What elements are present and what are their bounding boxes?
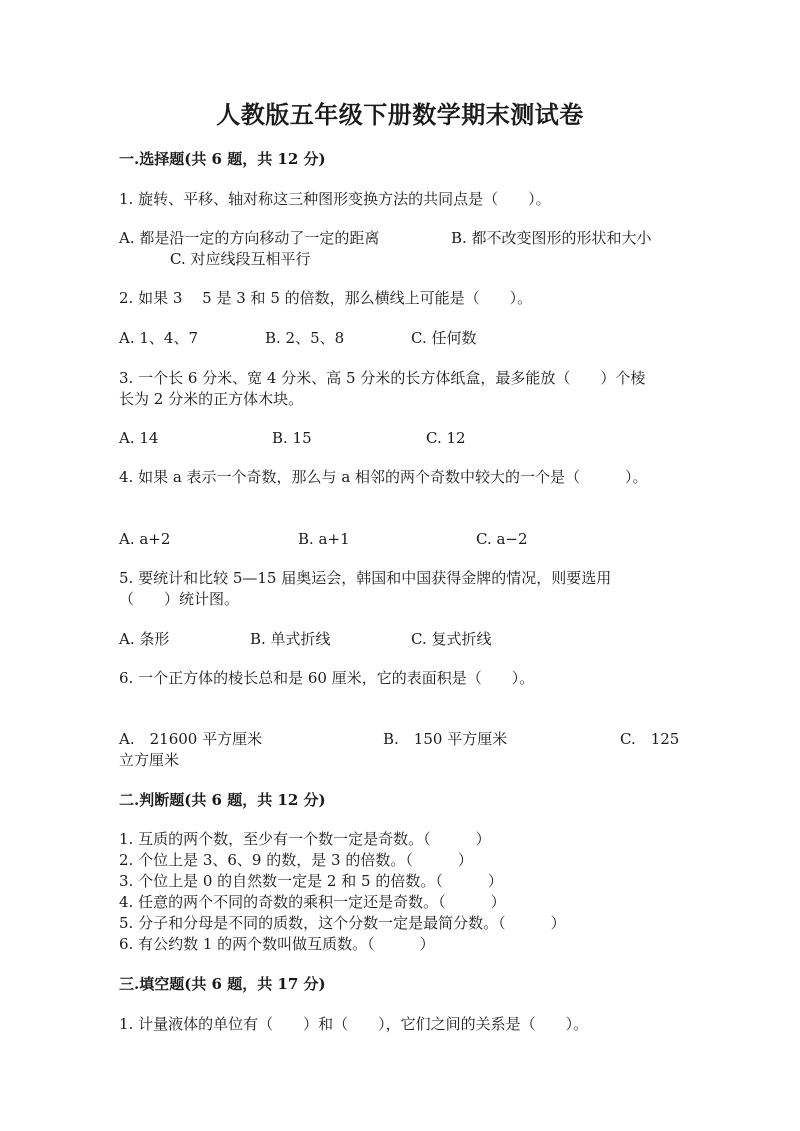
section-heading-choice: 一.选择题(共 6 题，共 12 分) bbox=[119, 150, 326, 168]
question-stem: 4. 如果 a 表示一个奇数，那么与 a 相邻的两个奇数中较大的一个是（ ）。 bbox=[119, 468, 648, 486]
question-stem: 1. 旋转、平移、轴对称这三种图形变换方法的共同点是（ ）。 bbox=[119, 190, 551, 208]
option-c: C. a−2 bbox=[476, 530, 528, 548]
option-a: A. 都是沿一定的方向移动了一定的距离 bbox=[119, 229, 380, 247]
judge-item: 6. 有公约数 1 的两个数叫做互质数。（ ） bbox=[119, 935, 435, 953]
judge-item: 1. 互质的两个数，至少有一个数一定是奇数。（ ） bbox=[119, 830, 491, 848]
fill-item: 1. 计量液体的单位有（ ）和（ ），它们之间的关系是（ ）。 bbox=[119, 1015, 589, 1033]
option-b: B. a+1 bbox=[298, 530, 350, 548]
question-stem: 3. 一个长 6 分米、宽 4 分米、高 5 分米的长方体纸盒，最多能放（ ）个棱 bbox=[119, 369, 646, 387]
option-c: C. 任何数 bbox=[411, 329, 477, 347]
option-a: A. a+2 bbox=[119, 530, 171, 548]
question-stem: 6. 一个正方体的棱长总和是 60 厘米，它的表面积是（ ）。 bbox=[119, 669, 535, 687]
judge-item: 3. 个位上是 0 的自然数一定是 2 和 5 的倍数。（ ） bbox=[119, 872, 503, 890]
option-a: A. 14 bbox=[119, 429, 159, 447]
option-c: C. 对应线段互相平行 bbox=[170, 250, 311, 268]
judge-item: 4. 任意的两个不同的奇数的乘积一定还是奇数。（ ） bbox=[119, 893, 506, 911]
option-b: B. 15 bbox=[272, 429, 312, 447]
option-b: B. 都不改变图形的形状和大小 bbox=[451, 229, 652, 247]
question-stem-continuation: 长为 2 分米的正方体木块。 bbox=[119, 390, 304, 408]
section-heading-judge: 二.判断题(共 6 题，共 12 分) bbox=[119, 791, 326, 809]
exam-title: 人教版五年级下册数学期末测试卷 bbox=[216, 100, 584, 129]
option-c: C. 125 bbox=[620, 730, 680, 748]
question-stem: 2. 如果 3 5 是 3 和 5 的倍数，那么横线上可能是（ ）。 bbox=[119, 289, 533, 307]
question-stem-continuation: （ ）统计图。 bbox=[119, 590, 240, 608]
option-b: B. 单式折线 bbox=[250, 630, 331, 648]
section-heading-fill: 三.填空题(共 6 题，共 17 分) bbox=[119, 975, 326, 993]
judge-item: 2. 个位上是 3、6、9 的数，是 3 的倍数。（ ） bbox=[119, 851, 473, 869]
option-b: B. 2、5、8 bbox=[265, 329, 345, 347]
option-c: C. 复式折线 bbox=[411, 630, 492, 648]
option-a: A. 21600 平方厘米 bbox=[119, 730, 263, 748]
question-stem: 5. 要统计和比较 5—15 届奥运会，韩国和中国获得金牌的情况，则要选用 bbox=[119, 569, 612, 587]
option-c: C. 12 bbox=[426, 429, 466, 447]
option-b: B. 150 平方厘米 bbox=[383, 730, 508, 748]
option-c-continuation: 立方厘米 bbox=[119, 751, 180, 769]
judge-item: 5. 分子和分母是不同的质数，这个分数一定是最简分数。（ ） bbox=[119, 914, 566, 932]
option-a: A. 1、4、7 bbox=[119, 329, 198, 347]
option-a: A. 条形 bbox=[119, 630, 170, 648]
